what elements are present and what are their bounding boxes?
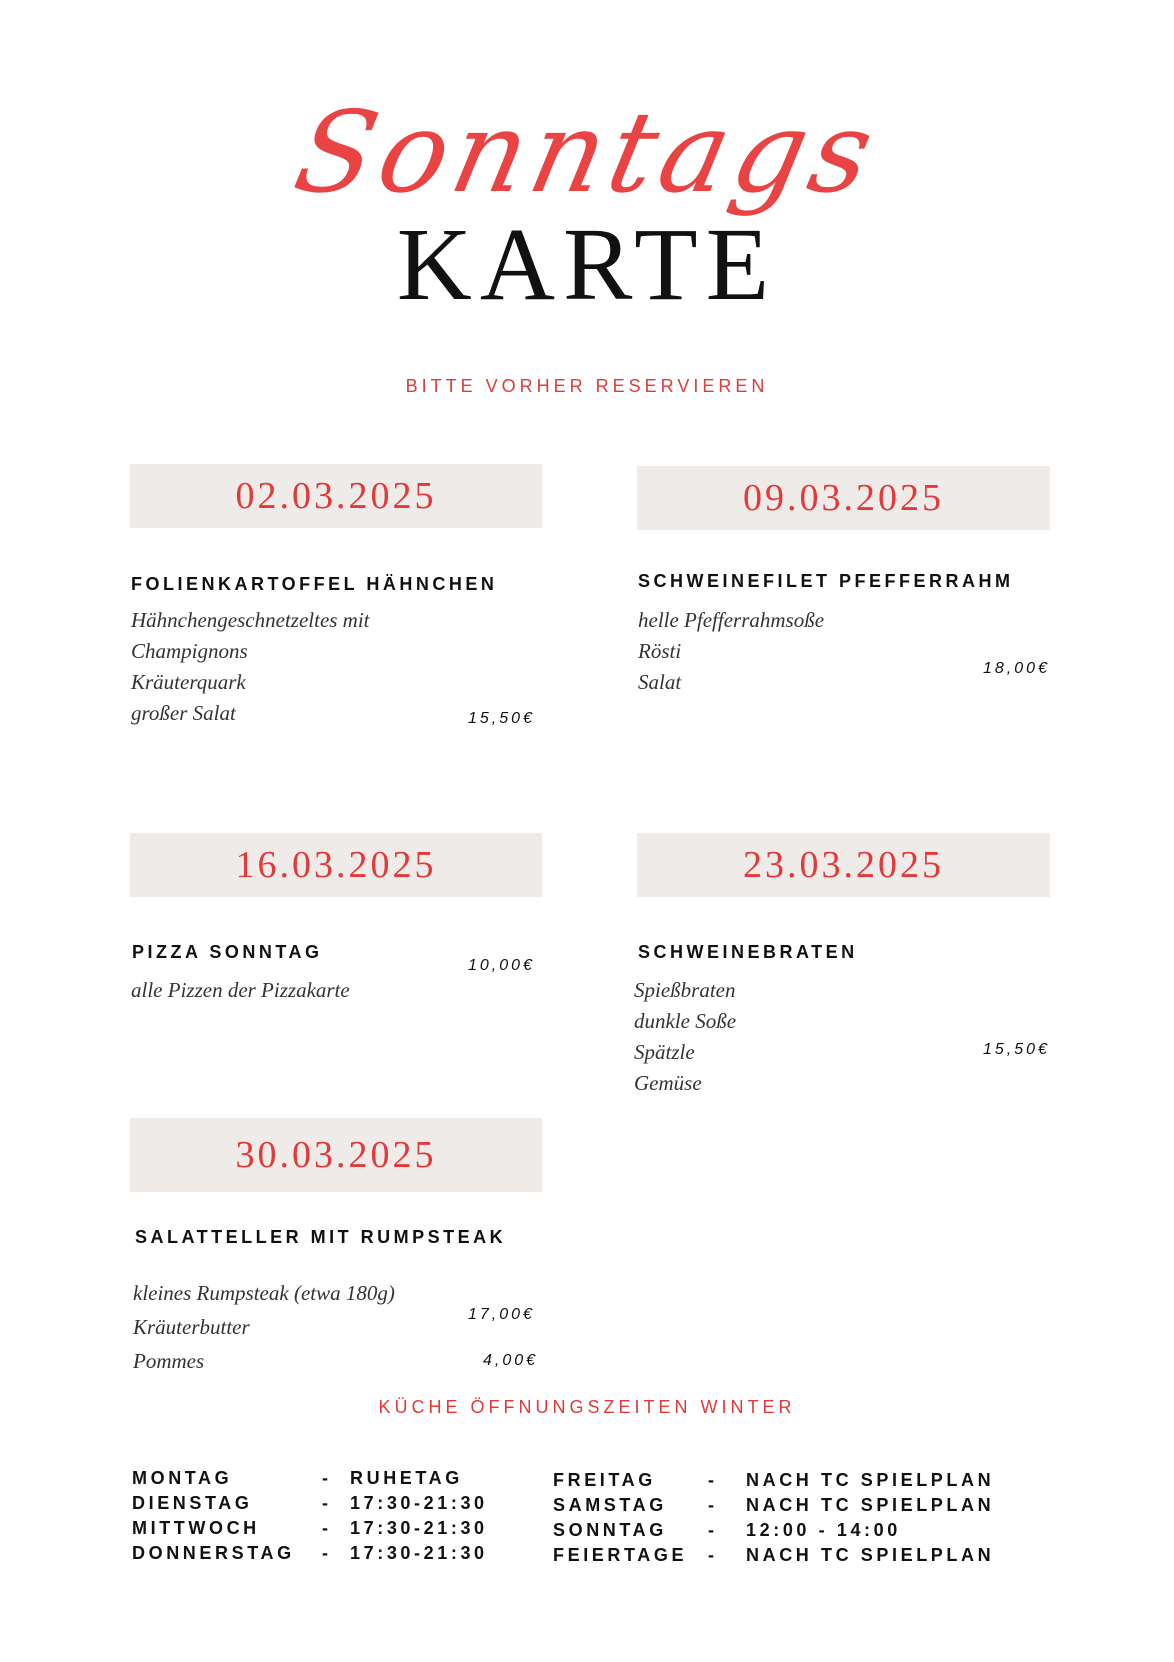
- dish-line: Pommes: [133, 1349, 205, 1373]
- dish-title: SALATTELLER MIT RUMPSTEAK: [135, 1227, 507, 1247]
- date-box-5: [130, 1118, 542, 1192]
- dish-title: FOLIENKARTOFFEL HÄHNCHEN: [131, 574, 498, 594]
- hours-separator: -: [322, 1493, 332, 1513]
- hours-day: MITTWOCH: [132, 1518, 260, 1538]
- dish-description: [638, 605, 824, 698]
- hours-day: MONTAG: [132, 1468, 233, 1488]
- dish-line: alle Pizzen der Pizzakarte: [131, 978, 350, 1002]
- hours-time: NACH TC SPIELPLAN: [746, 1495, 995, 1515]
- hours-row: [132, 1493, 488, 1518]
- hours-day: DONNERSTAG: [132, 1543, 295, 1563]
- dish-title: SCHWEINEBRATEN: [638, 942, 858, 962]
- hours-row: [132, 1518, 488, 1543]
- hours-title: KÜCHE ÖFFNUNGSZEITEN WINTER: [378, 1397, 796, 1417]
- hours-time: 17:30-21:30: [350, 1518, 488, 1538]
- dish-line: Spätzle: [634, 1040, 695, 1064]
- dish-line: Kräuterquark: [131, 670, 246, 694]
- date-box-2: [637, 466, 1050, 530]
- hours-separator: -: [708, 1470, 718, 1490]
- reservation-note: BITTE VORHER RESERVIEREN: [405, 376, 769, 396]
- dish-line: Salat: [638, 670, 682, 694]
- date-box-3: [130, 833, 542, 897]
- hours-day: SONNTAG: [553, 1520, 667, 1540]
- hours-separator: -: [322, 1543, 332, 1563]
- hours-time: RUHETAG: [350, 1468, 463, 1488]
- hours-left-column: [132, 1468, 488, 1568]
- date-label: 02.03.2025: [235, 475, 437, 517]
- dish-description: [131, 605, 370, 729]
- hours-day: SAMSTAG: [553, 1495, 667, 1515]
- date-label: 09.03.2025: [743, 477, 944, 519]
- dish-line: Spießbraten: [634, 978, 736, 1002]
- hours-time: NACH TC SPIELPLAN: [746, 1470, 995, 1490]
- hours-day: DIENSTAG: [132, 1493, 253, 1513]
- dish-price: 15,50€: [468, 710, 535, 727]
- dish-line: Kräuterbutter: [133, 1315, 250, 1339]
- hours-time: 12:00 - 14:00: [746, 1520, 901, 1540]
- hours-day: FEIERTAGE: [553, 1545, 688, 1565]
- hours-right-column: [553, 1470, 994, 1570]
- hours-separator: -: [708, 1520, 718, 1540]
- hours-separator: -: [322, 1518, 332, 1538]
- hours-row: [553, 1495, 994, 1520]
- dish-description: [634, 975, 736, 1099]
- hours-row: [553, 1470, 994, 1495]
- hours-separator: -: [322, 1468, 332, 1488]
- hours-day: FREITAG: [553, 1470, 656, 1490]
- date-box-1: [130, 464, 542, 528]
- dish-line: Champignons: [131, 639, 248, 663]
- hours-time: 17:30-21:30: [350, 1493, 488, 1513]
- date-box-4: [637, 833, 1050, 897]
- hours-row: [132, 1543, 488, 1568]
- date-label: 23.03.2025: [743, 844, 944, 886]
- dish-line: helle Pfefferrahmsoße: [638, 608, 825, 632]
- dish-line: Rösti: [638, 639, 682, 663]
- dish-description: [131, 975, 350, 1006]
- dish-price: 15,50€: [983, 1041, 1050, 1058]
- dish-title: SCHWEINEFILET PFEFFERRAHM: [638, 571, 1014, 591]
- date-label: 30.03.2025: [235, 1134, 437, 1176]
- dish-line: dunkle Soße: [634, 1009, 737, 1033]
- script-title: Sonntags: [284, 88, 890, 218]
- dish-price: 18,00€: [983, 660, 1050, 677]
- dish-price: 17,00€: [468, 1306, 535, 1323]
- hours-separator: -: [708, 1545, 718, 1565]
- dish-title: PIZZA SONNTAG: [132, 942, 323, 962]
- dish-description: [133, 1276, 395, 1378]
- date-label: 16.03.2025: [235, 844, 437, 886]
- dish-price: 10,00€: [468, 957, 535, 974]
- hours-separator: -: [708, 1495, 718, 1515]
- hours-row: [132, 1468, 488, 1493]
- hours-time: 17:30-21:30: [350, 1543, 488, 1563]
- hours-row: [553, 1520, 994, 1545]
- dish-line: kleines Rumpsteak (etwa 180g): [133, 1281, 395, 1305]
- dish-line: großer Salat: [131, 701, 236, 725]
- hours-time: NACH TC SPIELPLAN: [746, 1545, 995, 1565]
- hours-row: [553, 1545, 994, 1570]
- side-price: 4,00€: [483, 1352, 539, 1369]
- dish-line: Gemüse: [634, 1071, 702, 1095]
- dish-line: Hähnchengeschnetzeltes mit: [131, 608, 370, 632]
- page-title: KARTE: [396, 207, 778, 322]
